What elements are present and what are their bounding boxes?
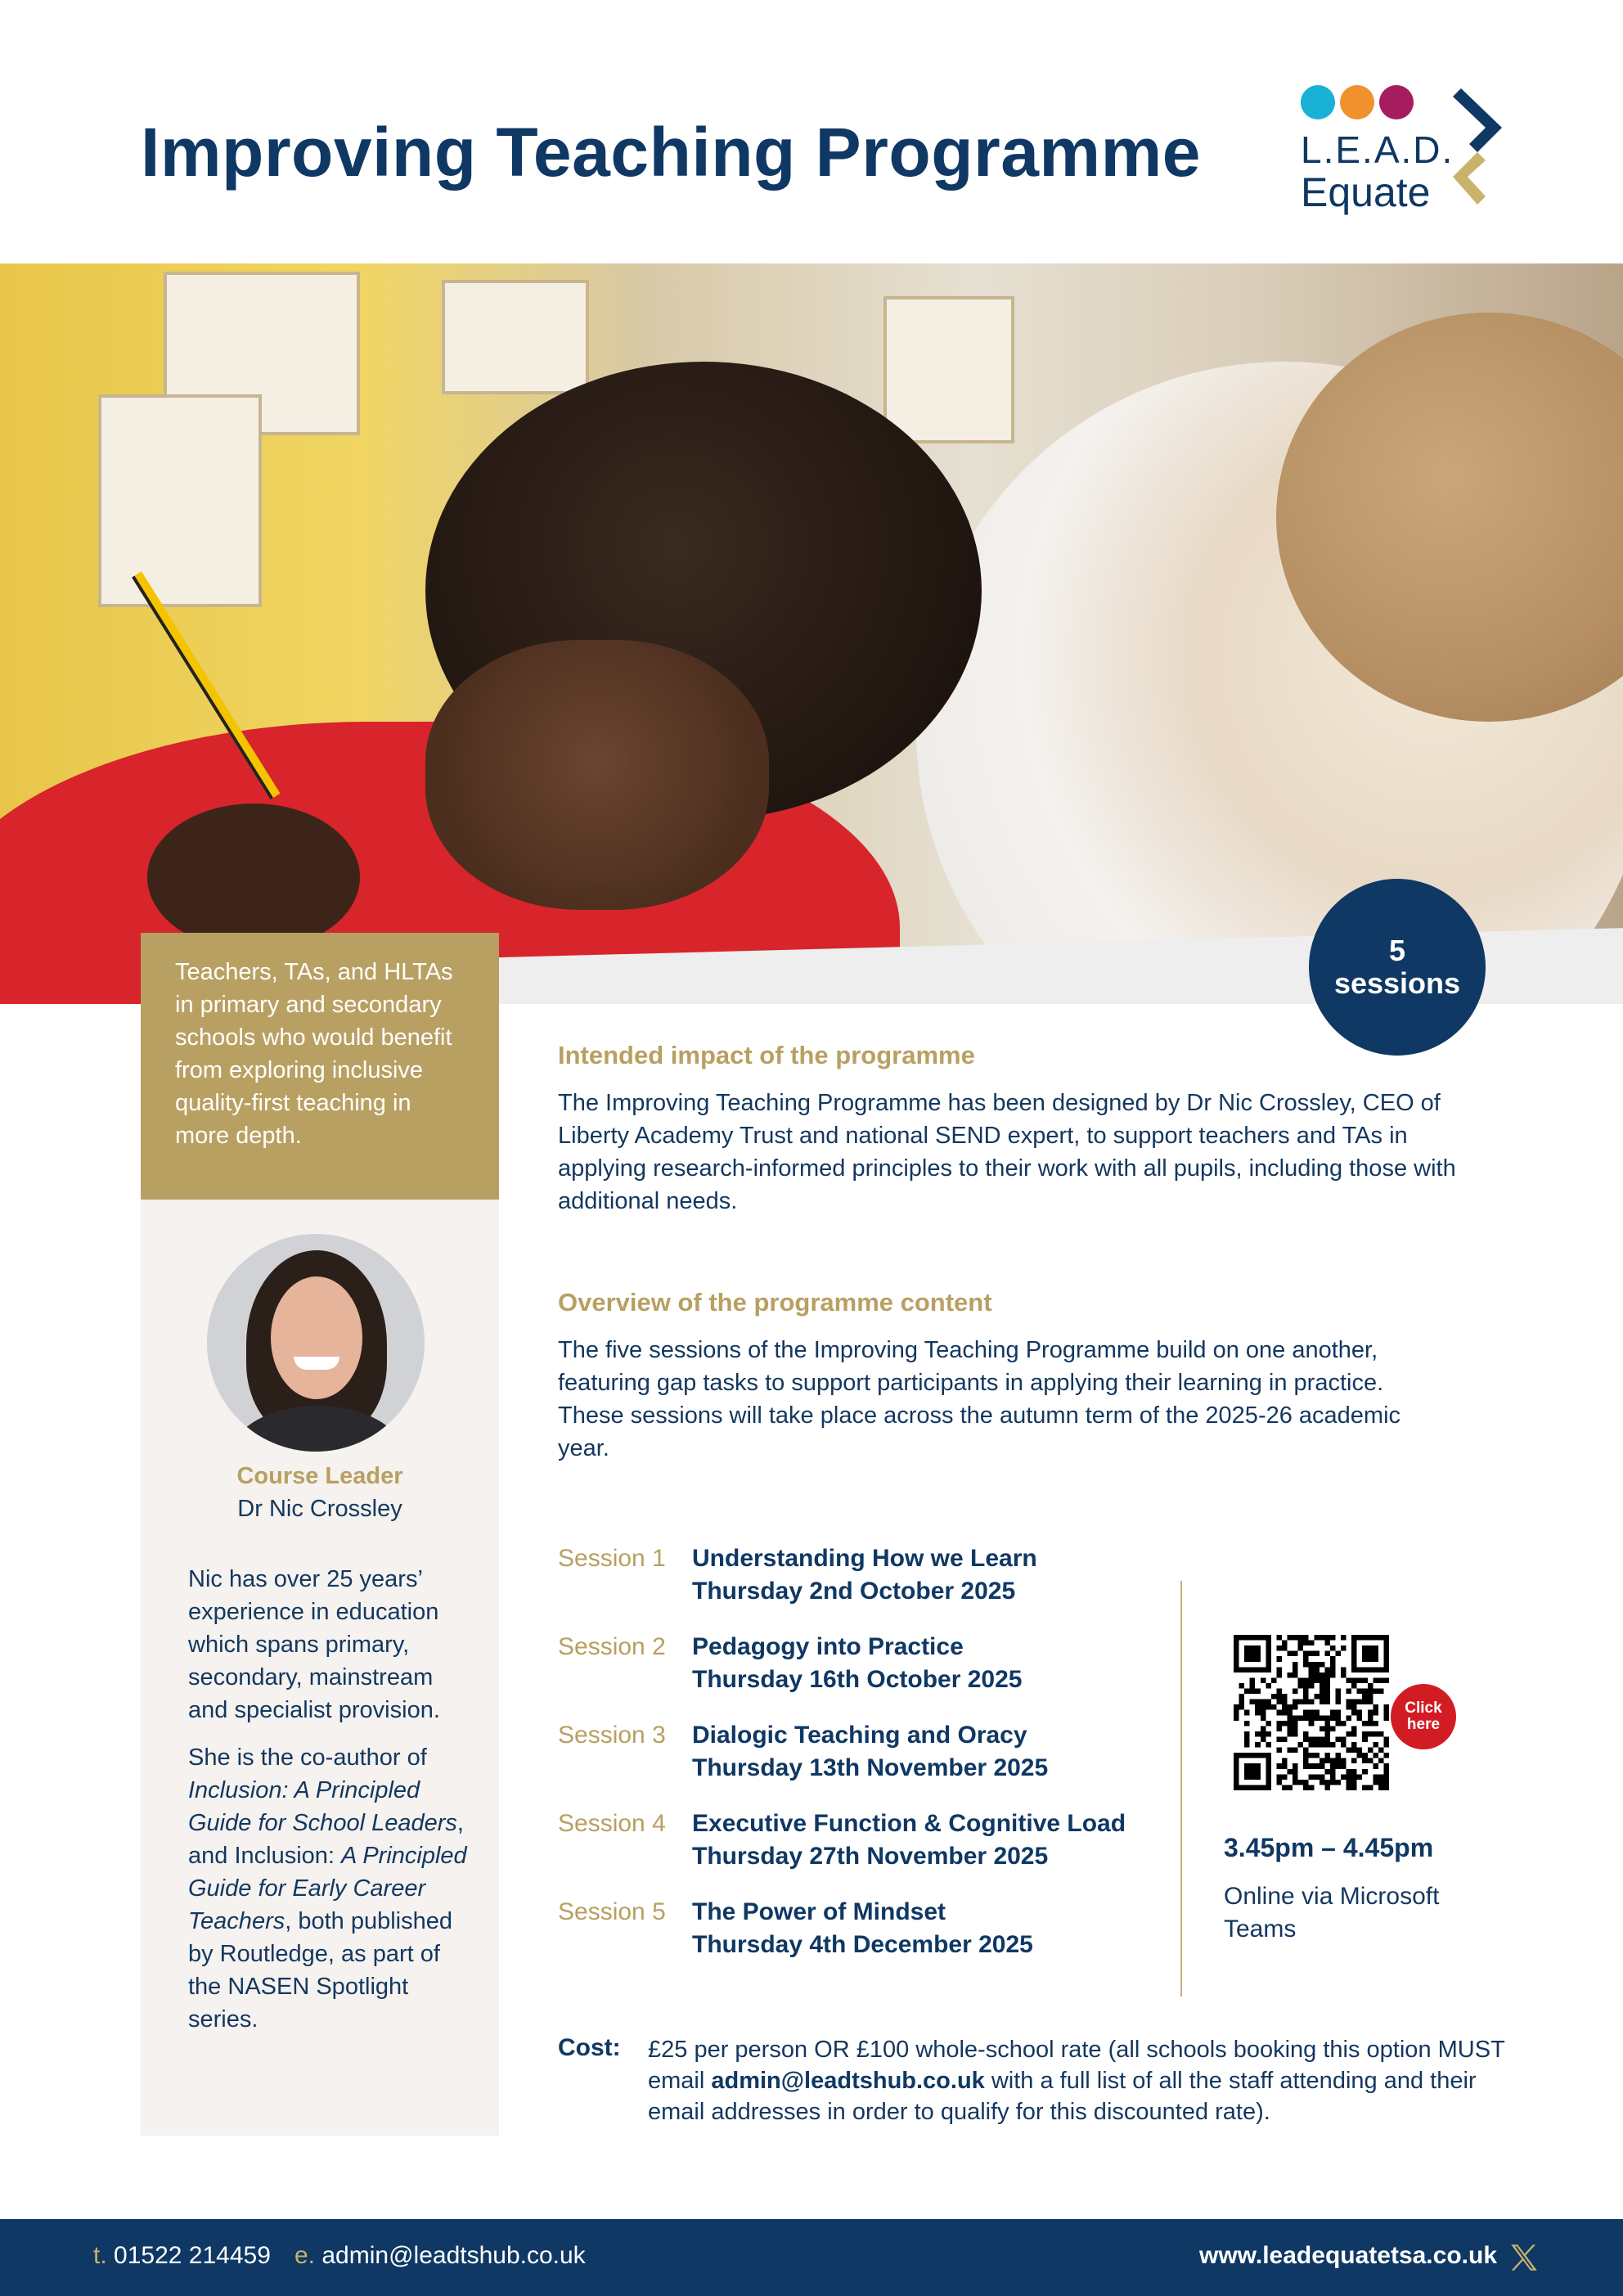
footer-website-link[interactable]: www.leadequatetsa.co.uk: [1199, 2242, 1497, 2269]
overview-text: The five sessions of the Improving Teaching Programme build on one another, featuring gap tasks to support participants in applying their learning in practice. These sessions will take place across the autumn term of the 2025-26 academic year.: [558, 1337, 1401, 1461]
book-title-1: Inclusion: A Principled Guide for School Leaders: [188, 1777, 457, 1836]
cost-label: Cost:: [558, 2034, 621, 2061]
page-title: Improving Teaching Programme: [141, 114, 1202, 191]
session-date: Thursday 27th November 2025: [692, 1843, 1049, 1870]
session-title: Understanding How we Learn: [692, 1545, 1037, 1572]
course-leader-name: Dr Nic Crossley: [237, 1496, 402, 1522]
impact-heading: Intended impact of the programme: [558, 1041, 975, 1069]
logo-dot-orange: [1340, 85, 1374, 119]
course-leader-bio: [188, 1563, 474, 2051]
logo-equate-text: Equate: [1301, 169, 1431, 215]
session-date: Thursday 2nd October 2025: [692, 1578, 1016, 1605]
logo-chevron-icon: [1445, 88, 1510, 211]
session-date: Thursday 4th December 2025: [692, 1931, 1033, 1958]
booking-qr-code[interactable]: [1234, 1635, 1389, 1790]
cost-details: £25 per person OR £100 whole-school rate (all schools booking this option MUST email admin@leadtshub.co.uk with a full list of all the staff attending and their email addresses in order to qualify for this discounted rate).: [648, 2037, 1505, 2125]
book-title-2: A Principled Guide for Early Career Teachers: [188, 1843, 467, 1934]
sessions-badge: [1309, 879, 1486, 1056]
phone-number[interactable]: 01522 214459: [114, 2242, 271, 2269]
session-title: Dialogic Teaching and Oracy: [692, 1722, 1027, 1749]
session-time: 3.45pm – 4.45pm: [1224, 1833, 1434, 1862]
x-twitter-icon[interactable]: [1507, 2240, 1541, 2275]
overview-heading: Overview of the programme content: [558, 1288, 992, 1317]
logo-lead-text: L.E.A.D.: [1301, 128, 1454, 171]
target-audience: Teachers, TAs, and HLTAs in primary and secondary schools who would benefit from exploring inclusive quality-first teaching in more depth.: [141, 933, 499, 1200]
footer: [0, 2219, 1623, 2296]
session-venue: Online via Microsoft Teams: [1224, 1883, 1440, 1943]
click-here-button[interactable]: Click here: [1391, 1684, 1456, 1749]
session-date: Thursday 16th October 2025: [692, 1666, 1023, 1693]
footer-email: e. admin@leadtshub.co.uk: [294, 2242, 586, 2269]
session-title: The Power of Mindset: [692, 1898, 946, 1925]
booking-email-link[interactable]: admin@leadtshub.co.uk: [711, 2068, 985, 2094]
course-leader-photo: [207, 1234, 425, 1452]
session-number: Session 1: [558, 1545, 666, 1572]
vertical-divider: [1180, 1581, 1182, 1997]
session-number: Session 2: [558, 1633, 666, 1660]
sessions-count: 5: [1388, 934, 1406, 967]
session-number: Session 4: [558, 1810, 666, 1837]
session-number: Session 5: [558, 1898, 666, 1925]
session-number: Session 3: [558, 1722, 666, 1749]
lead-equate-logo: [1301, 82, 1513, 221]
course-leader-role: Course Leader: [236, 1463, 403, 1489]
session-title: Pedagogy into Practice: [692, 1633, 964, 1660]
session-date: Thursday 13th November 2025: [692, 1754, 1049, 1781]
logo-dot-blue: [1301, 85, 1335, 119]
impact-text: The Improving Teaching Programme has been designed by Dr Nic Crossley, CEO of Liberty Academy Trust and national SEND expert, to support teachers and TAs in applying research-informed principles to their work with all pupils, including those with additional needs.: [558, 1090, 1456, 1214]
footer-phone: t. 01522 214459: [93, 2242, 271, 2269]
logo-dot-magenta: [1379, 85, 1414, 119]
footer-email-link[interactable]: admin@leadtshub.co.uk: [321, 2242, 586, 2269]
bio-paragraph-1: Nic has over 25 years’ experience in education which spans primary, secondary, mainstream and specialist provision.: [188, 1566, 440, 1723]
bio-paragraph-2: She is the co-author of Inclusion: A Principled Guide for School Leaders, and Inclusion: A Principled Guide for Early Career Teachers, both published by Routledge, as part of the NASEN Spotlight series.: [188, 1745, 467, 2033]
sessions-label: sessions: [1333, 966, 1461, 1000]
session-title: Executive Function & Cognitive Load: [692, 1810, 1126, 1837]
sidebar: [141, 933, 499, 2136]
